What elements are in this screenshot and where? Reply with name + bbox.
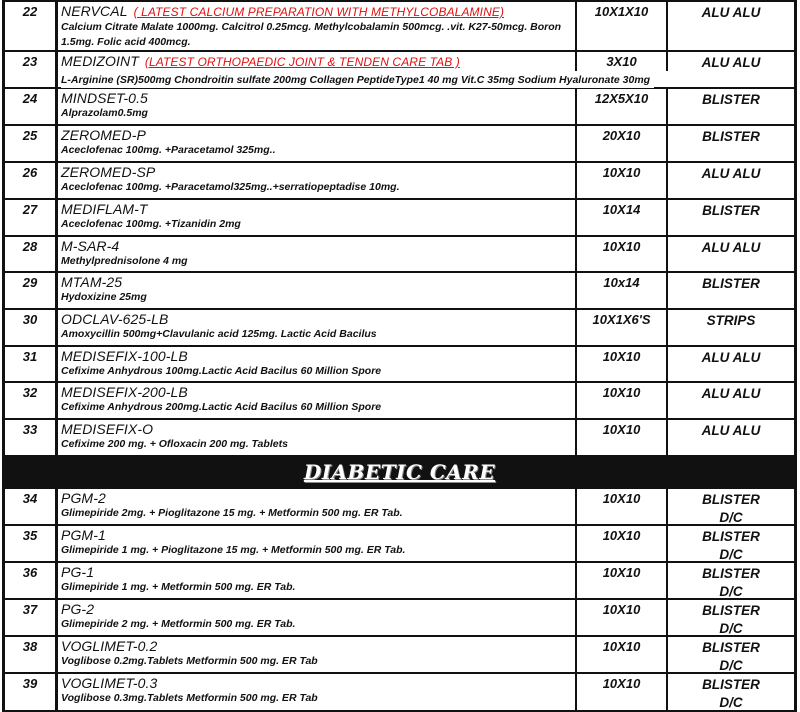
product-name: ZEROMED-SP xyxy=(61,164,156,180)
pack-size: 20X10 xyxy=(602,128,641,143)
table-row xyxy=(2,89,797,126)
pack-size: 10X10 xyxy=(602,565,641,580)
pack-type: ALU ALU xyxy=(701,55,761,70)
type-cell xyxy=(668,200,794,235)
pack-type: ALU ALU xyxy=(701,423,761,438)
pack-type-note: D/C xyxy=(719,621,743,636)
product-composition: Aceclofenac 100mg. +Tizanidin 2mg xyxy=(61,218,241,230)
sr-cell xyxy=(5,420,58,455)
type-cell xyxy=(668,526,794,561)
serial-number: 25 xyxy=(22,128,38,143)
pack-type: BLISTER xyxy=(702,529,760,544)
type-cell xyxy=(668,126,794,161)
pack-size: 10X14 xyxy=(602,202,641,217)
type-cell xyxy=(668,489,794,524)
product-name: PG-1 xyxy=(61,564,95,580)
product-cell xyxy=(58,420,575,455)
pack-size: 10X10 xyxy=(602,491,641,506)
serial-number: 32 xyxy=(22,385,38,400)
serial-number: 24 xyxy=(22,91,38,106)
pack-type: ALU ALU xyxy=(701,166,761,181)
pack-type: BLISTER xyxy=(702,203,760,218)
type-cell xyxy=(668,89,794,124)
type-cell xyxy=(668,637,794,672)
pack-type: BLISTER xyxy=(702,492,760,507)
table-row xyxy=(2,563,797,600)
serial-number: 30 xyxy=(22,312,38,327)
product-name: MEDISEFIX-200-LB xyxy=(61,384,188,400)
pack-cell xyxy=(575,163,668,198)
serial-number: 23 xyxy=(22,54,38,69)
sr-cell xyxy=(5,600,58,635)
pack-size: 10X10 xyxy=(602,165,641,180)
type-cell xyxy=(668,163,794,198)
pack-type-note: D/C xyxy=(719,658,743,673)
type-cell xyxy=(668,52,794,87)
product-name: PGM-1 xyxy=(61,527,106,543)
product-composition: Cefixime 200 mg. + Ofloxacin 200 mg. Tablets xyxy=(61,438,288,450)
pack-type-note: D/C xyxy=(719,510,743,525)
product-cell xyxy=(58,674,575,710)
sr-cell xyxy=(5,200,58,235)
product-name: PG-2 xyxy=(61,601,95,617)
pack-size: 10X1X10 xyxy=(594,4,649,19)
sr-cell xyxy=(5,89,58,124)
pack-cell xyxy=(575,563,668,598)
product-composition: L-Arginine (SR)500mg Chondroitin sulfate 200mg Collagen PeptideType1 40 mg Vit.C 35mg Sodium Hyaluronate 30mg xyxy=(61,73,654,88)
type-cell xyxy=(668,420,794,455)
pack-type: BLISTER xyxy=(702,276,760,291)
type-cell xyxy=(668,383,794,418)
pack-cell xyxy=(575,347,668,381)
serial-number: 37 xyxy=(22,602,38,617)
serial-number: 38 xyxy=(22,639,38,654)
product-cell xyxy=(58,89,575,124)
product-cell xyxy=(58,637,575,672)
table-row xyxy=(2,126,797,163)
product-composition: Glimepiride 2mg. + Pioglitazone 15 mg. + Metformin 500 mg. ER Tab. xyxy=(61,507,403,519)
pack-size: 10X10 xyxy=(602,385,641,400)
serial-number: 33 xyxy=(22,422,38,437)
pack-size: 10x14 xyxy=(603,275,640,290)
pack-size: 10X10 xyxy=(602,349,641,364)
table-row xyxy=(2,383,797,420)
table-row xyxy=(2,674,797,712)
product-name: PGM-2 xyxy=(61,490,106,506)
product-composition: Glimepiride 1 mg. + Metformin 500 mg. ER Tab. xyxy=(61,581,296,593)
pack-cell xyxy=(575,89,668,124)
pack-cell xyxy=(575,200,668,235)
sr-cell xyxy=(5,310,58,345)
serial-number: 39 xyxy=(22,676,38,691)
serial-number: 22 xyxy=(22,4,38,19)
pack-cell xyxy=(575,310,668,345)
product-name-text: MEDIZOINT xyxy=(61,53,139,69)
type-cell xyxy=(668,237,794,271)
product-name: M-SAR-4 xyxy=(61,238,120,254)
table-row xyxy=(2,600,797,637)
serial-number: 26 xyxy=(22,165,38,180)
serial-number: 29 xyxy=(22,275,38,290)
product-name: MINDSET-0.5 xyxy=(61,90,148,106)
product-name: VOGLIMET-0.3 xyxy=(61,675,158,691)
pack-type-note: D/C xyxy=(719,695,743,710)
pack-cell xyxy=(575,383,668,418)
pack-type: BLISTER xyxy=(702,566,760,581)
pack-size: 10X10 xyxy=(602,422,641,437)
product-cell xyxy=(58,273,575,308)
product-composition: Glimepiride 2 mg. + Metformin 500 mg. ER Tab. xyxy=(61,618,296,630)
type-cell xyxy=(668,2,794,50)
product-name: MTAM-25 xyxy=(61,274,123,290)
sr-cell xyxy=(5,347,58,381)
product-name-text: NERVCAL xyxy=(61,3,128,19)
pack-cell xyxy=(575,126,668,161)
pack-size: 10X10 xyxy=(602,639,641,654)
pack-type: ALU ALU xyxy=(701,386,761,401)
product-composition: Alprazolam0.5mg xyxy=(61,107,148,119)
pack-type: ALU ALU xyxy=(701,350,761,365)
product-composition: Cefixime Anhydrous 100mg.Lactic Acid Bacilus 60 Million Spore xyxy=(61,365,382,377)
product-composition: Voglibose 0.3mg.Tablets Metformin 500 mg. ER Tab xyxy=(61,692,318,704)
product-tag: (LATEST ORTHOPAEDIC JOINT & TENDEN CARE TAB ) xyxy=(144,55,460,69)
pack-type-note: D/C xyxy=(719,584,743,599)
pack-size: 10X1X6'S xyxy=(592,312,651,327)
product-cell xyxy=(58,237,575,271)
pack-type: BLISTER xyxy=(702,129,760,144)
product-name: ZEROMED-P xyxy=(61,127,146,143)
product-cell xyxy=(58,163,575,198)
product-cell xyxy=(58,347,575,381)
type-cell xyxy=(668,273,794,308)
product-cell xyxy=(58,2,575,50)
pack-type: ALU ALU xyxy=(701,5,761,20)
pack-cell xyxy=(575,674,668,710)
product-cell xyxy=(58,126,575,161)
product-cell xyxy=(58,563,575,598)
table-row xyxy=(2,237,797,273)
serial-number: 36 xyxy=(22,565,38,580)
product-name: MEDISEFIX-100-LB xyxy=(61,348,188,364)
product-list-table xyxy=(2,0,797,712)
product-tag: ( LATEST CALCIUM PREPARATION WITH METHYLCOBALAMINE) xyxy=(133,5,505,19)
sr-cell xyxy=(5,674,58,710)
pack-cell xyxy=(575,237,668,271)
pack-type: BLISTER xyxy=(702,603,760,618)
serial-number: 27 xyxy=(22,202,38,217)
sr-cell xyxy=(5,563,58,598)
product-composition: Glimepiride 1 mg. + Pioglitazone 15 mg. + Metformin 500 mg. ER Tab. xyxy=(61,544,406,556)
product-cell xyxy=(58,600,575,635)
product-composition: Calcium Citrate Malate 1000mg. Calcitrol 0.25mcg. Methylcobalamin 500mcg. .vit. K27-50mcg. Boron 1.5mg. Folic acid 400mcg. xyxy=(61,21,562,48)
product-cell xyxy=(58,526,575,561)
product-composition: Aceclofenac 100mg. +Paracetamol 325mg.. xyxy=(61,144,276,156)
table-row xyxy=(2,52,797,89)
table-row xyxy=(2,0,797,52)
sr-cell xyxy=(5,383,58,418)
type-cell xyxy=(668,563,794,598)
product-name: MEDISEFIX-O xyxy=(61,421,154,437)
sr-cell xyxy=(5,637,58,672)
pack-cell xyxy=(575,637,668,672)
sr-cell xyxy=(5,163,58,198)
type-cell xyxy=(668,347,794,381)
table-row xyxy=(2,420,797,457)
pack-size: 12X5X10 xyxy=(594,91,649,106)
product-composition: Voglibose 0.2mg.Tablets Metformin 500 mg. ER Tab xyxy=(61,655,318,667)
product-cell xyxy=(58,383,575,418)
type-cell xyxy=(668,310,794,345)
product-name: MEDIFLAM-T xyxy=(61,201,148,217)
sr-cell xyxy=(5,126,58,161)
product-composition: Methylprednisolone 4 mg xyxy=(61,255,188,267)
pack-size: 10X10 xyxy=(602,528,641,543)
serial-number: 28 xyxy=(22,239,38,254)
table-row xyxy=(2,347,797,383)
pack-type: STRIPS xyxy=(706,313,756,328)
table-row xyxy=(2,489,797,526)
pack-size: 3X10 xyxy=(606,54,637,69)
type-cell xyxy=(668,674,794,710)
pack-cell xyxy=(575,2,668,50)
product-name xyxy=(61,2,575,20)
pack-cell xyxy=(575,489,668,524)
pack-cell xyxy=(575,420,668,455)
sr-cell xyxy=(5,2,58,50)
type-cell xyxy=(668,600,794,635)
sr-cell xyxy=(5,489,58,524)
table-row xyxy=(2,526,797,563)
pack-cell xyxy=(575,526,668,561)
pack-size: 10X10 xyxy=(602,239,641,254)
pack-type: BLISTER xyxy=(702,677,760,692)
pack-cell xyxy=(575,52,668,71)
product-cell xyxy=(58,310,575,345)
product-cell xyxy=(58,489,575,524)
serial-number: 31 xyxy=(22,349,38,364)
product-composition: Aceclofenac 100mg. +Paracetamol325mg..+serratiopeptadise 10mg. xyxy=(61,181,400,193)
product-composition: Cefixime Anhydrous 200mg.Lactic Acid Bacilus 60 Million Spore xyxy=(61,401,382,413)
table-row xyxy=(2,273,797,310)
sr-cell xyxy=(5,237,58,271)
serial-number: 34 xyxy=(22,491,38,506)
sr-cell xyxy=(5,273,58,308)
pack-type: ALU ALU xyxy=(701,240,761,255)
pack-type: BLISTER xyxy=(702,92,760,107)
sr-cell xyxy=(5,52,58,87)
serial-number: 35 xyxy=(22,528,38,543)
section-header-diabetic-care xyxy=(2,457,797,489)
product-composition: Amoxycillin 500mg+Clavulanic acid 125mg. Lactic Acid Bacilus xyxy=(61,328,377,340)
product-name: VOGLIMET-0.2 xyxy=(61,638,158,654)
pack-cell xyxy=(575,600,668,635)
table-row xyxy=(2,310,797,347)
table-row xyxy=(2,637,797,674)
product-cell xyxy=(58,52,658,87)
section-title: DIABETIC CARE xyxy=(303,460,496,484)
product-cell xyxy=(58,200,575,235)
product-name: ODCLAV-625-LB xyxy=(61,311,169,327)
table-row xyxy=(2,200,797,237)
pack-type: BLISTER xyxy=(702,640,760,655)
product-composition: Hydoxizine 25mg xyxy=(61,291,147,303)
pack-type-note: D/C xyxy=(719,547,743,562)
pack-size: 10X10 xyxy=(602,676,641,691)
pack-cell xyxy=(575,273,668,308)
product-name xyxy=(61,52,658,70)
sr-cell xyxy=(5,526,58,561)
table-row xyxy=(2,163,797,200)
pack-size: 10X10 xyxy=(602,602,641,617)
